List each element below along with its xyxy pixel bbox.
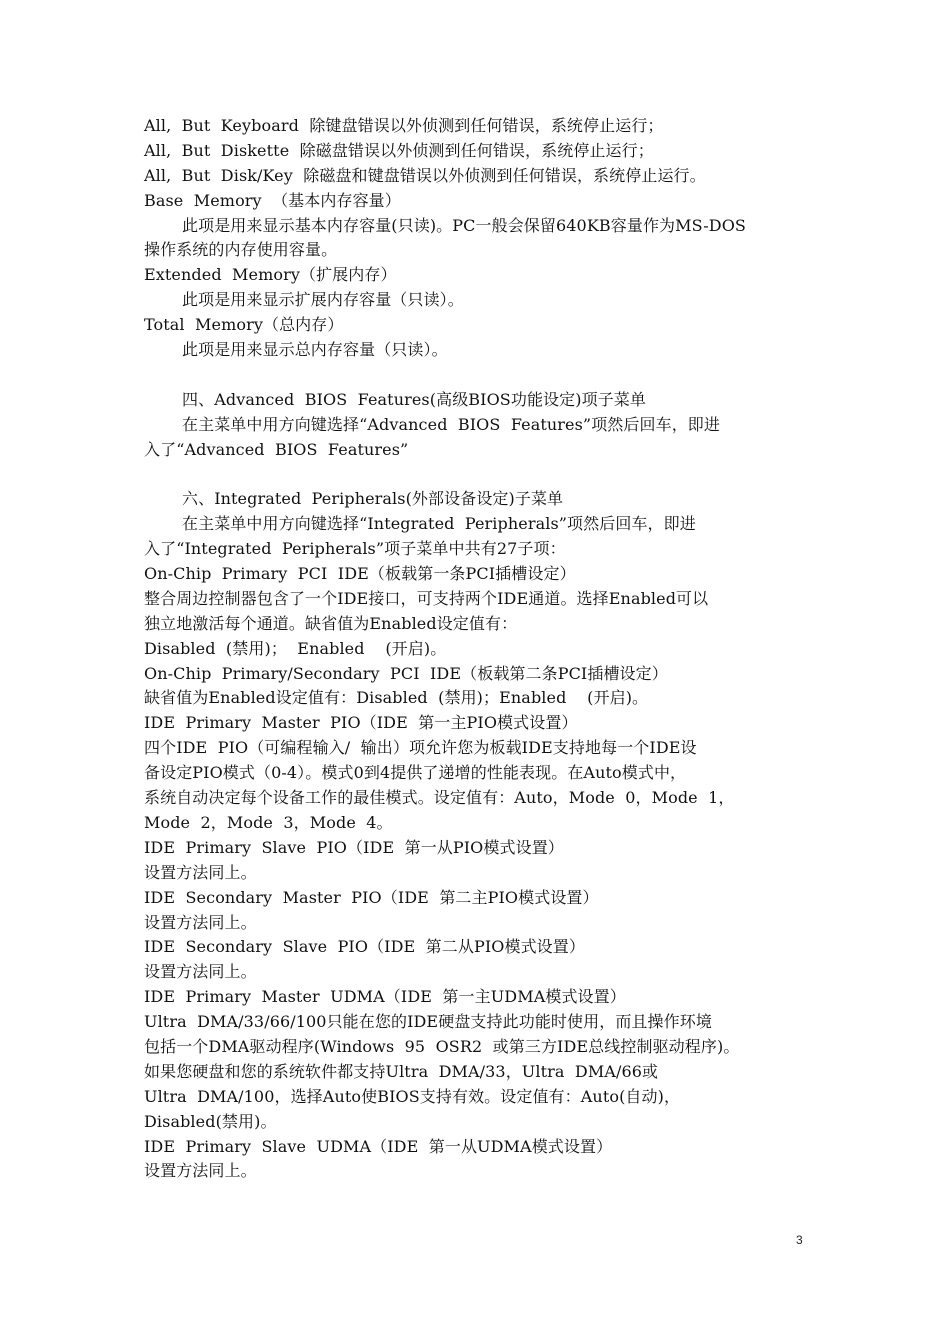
- paragraph-line: 此项是用来显示总内存容量（只读）。: [182, 340, 448, 360]
- text-line: 备设定PIO模式（0-4）。模式0到4提供了递增的性能表现。在Auto模式中，: [144, 763, 687, 783]
- text-line: 入了“Integrated Peripherals”项子菜单中共有27子项：: [144, 539, 566, 559]
- paragraph-line: 此项是用来显示扩展内存容量（只读）。: [182, 290, 464, 310]
- text-line: Total Memory（总内存）: [144, 315, 344, 335]
- text-line: Ultra DMA/33/66/100只能在您的IDE硬盘支持此功能时使用，而且操作环境: [144, 1012, 712, 1032]
- paragraph-line: 此项是用来显示基本内存容量(只读)。PC一般会保留640KB容量作为MS-DOS: [182, 215, 746, 235]
- paragraph-line: 四、Advanced BIOS Features(高级BIOS功能设定)项子菜单: [182, 389, 646, 409]
- text-line: IDE Primary Master UDMA（IDE 第一主UDMA模式设置）: [144, 987, 626, 1007]
- text-line: IDE Primary Slave PIO（IDE 第一从PIO模式设置）: [144, 837, 564, 857]
- text-line: 设置方法同上。: [144, 962, 257, 982]
- text-line: Ultra DMA/100，选择Auto使BIOS支持有效。设定值有：Auto(自动)，: [144, 1086, 681, 1106]
- text-line: 操作系统的内存使用容量。: [144, 240, 338, 260]
- blank-line: [144, 462, 809, 487]
- text-line: 独立地激活每个通道。缺省值为Enabled设定值有：: [144, 613, 518, 633]
- text-line: 设置方法同上。: [144, 862, 257, 882]
- text-line: 入了“Advanced BIOS Features”: [144, 439, 409, 459]
- document-body: [144, 114, 809, 1184]
- text-line: On-Chip Primary/Secondary PCI IDE（板载第二条PCI插槽设定）: [144, 663, 668, 683]
- text-line: All, But Keyboard 除键盘错误以外侦测到任何错误，系统停止运行；: [144, 116, 664, 135]
- text-line: Disabled (禁用)； Enabled (开启)。: [144, 638, 447, 658]
- text-line: IDE Primary Master PIO（IDE 第一主PIO模式设置）: [144, 713, 578, 733]
- text-line: 四个IDE PIO（可编程输入/ 输出）项允许您为板载IDE支持地每一个IDE设: [144, 738, 697, 758]
- text-line: 包括一个DMA驱动程序(Windows 95 OSR2 或第三方IDE总线控制驱动程序)。: [144, 1036, 740, 1056]
- page-number: 3: [796, 1233, 803, 1247]
- text-line: Base Memory （基本内存容量）: [144, 190, 401, 210]
- text-line: On-Chip Primary PCI IDE（板载第一条PCI插槽设定）: [144, 564, 576, 584]
- text-line: Disabled(禁用)。: [144, 1111, 277, 1131]
- text-line: IDE Primary Slave UDMA（IDE 第一从UDMA模式设置）: [144, 1136, 613, 1156]
- text-line: IDE Secondary Slave PIO（IDE 第二从PIO模式设置）: [144, 937, 585, 957]
- blank-line: [144, 363, 809, 388]
- text-line: 缺省值为Enabled设定值有：Disabled (禁用)；Enabled (开启)。: [144, 688, 649, 708]
- text-line: All, But Diskette 除磁盘错误以外侦测到任何错误，系统停止运行；: [144, 140, 654, 160]
- paragraph-line: 在主菜单中用方向键选择“Integrated Peripherals”项然后回车，即进: [182, 514, 696, 534]
- text-line: All, But Disk/Key 除磁盘和键盘错误以外侦测到任何错误，系统停止运行。: [144, 165, 706, 185]
- text-line: Extended Memory（扩展内存）: [144, 265, 397, 285]
- text-line: 设置方法同上。: [144, 912, 257, 932]
- paragraph-line: 在主菜单中用方向键选择“Advanced BIOS Features”项然后回车，即进: [182, 414, 721, 434]
- text-line: 设置方法同上。: [144, 1161, 257, 1181]
- text-line: 如果您硬盘和您的系统软件都支持Ultra DMA/33，Ultra DMA/66或: [144, 1061, 659, 1081]
- text-line: IDE Secondary Master PIO（IDE 第二主PIO模式设置）: [144, 887, 599, 907]
- text-line: Mode 2，Mode 3，Mode 4。: [144, 812, 393, 832]
- paragraph-line: 六、Integrated Peripherals(外部设备设定)子菜单: [182, 489, 564, 509]
- text-line: 系统自动决定每个设备工作的最佳模式。设定值有：Auto，Mode 0，Mode 1，: [144, 788, 735, 808]
- text-line: 整合周边控制器包含了一个IDE接口，可支持两个IDE通道。选择Enabled可以: [144, 588, 709, 608]
